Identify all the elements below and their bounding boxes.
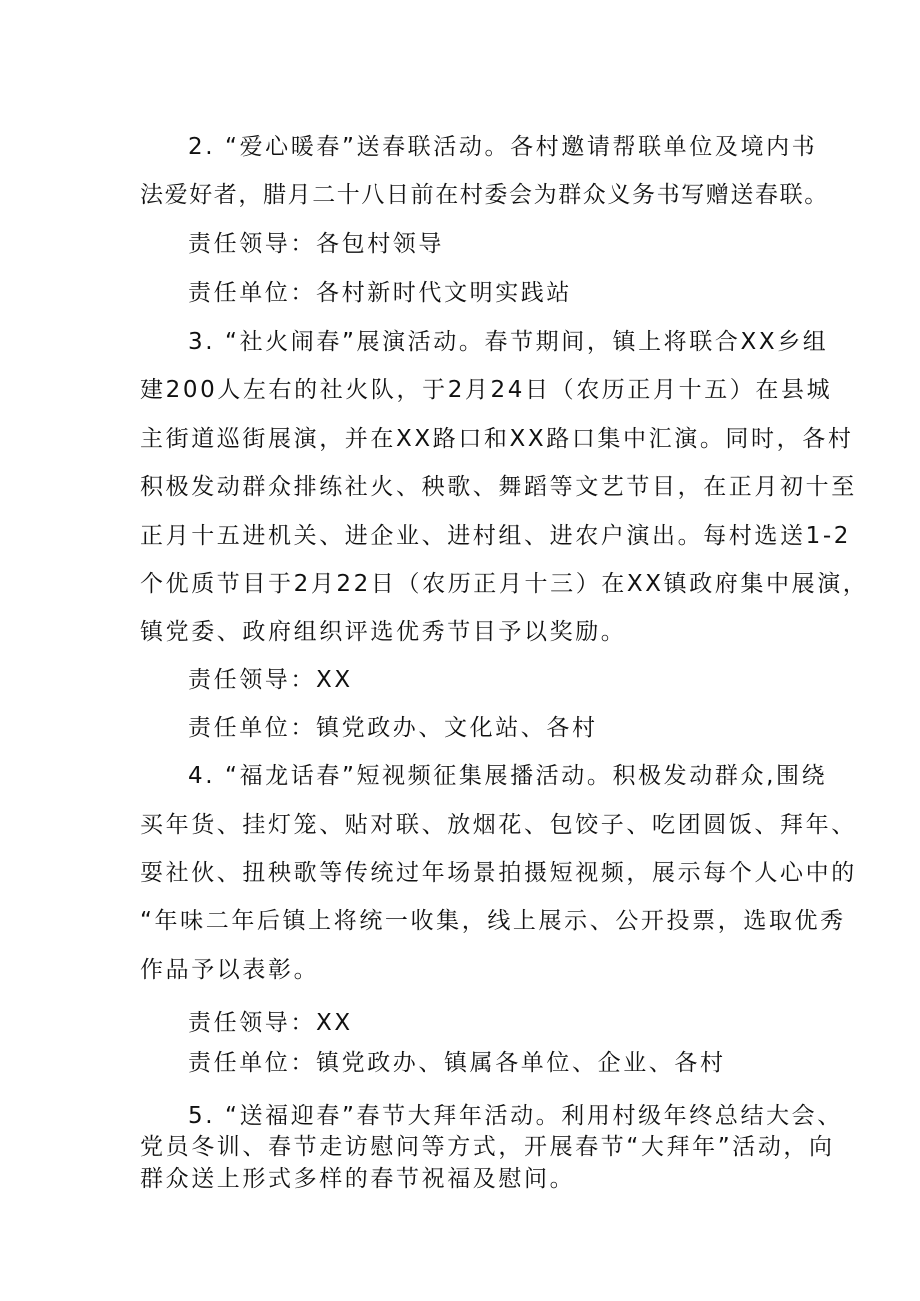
- item-4-body-line: 耍社伙、扭秧歌等传统过年场景拍摄短视频，展示每个人心中的: [140, 860, 857, 886]
- item-3-body-line: 镇党委、政府组织评选优秀节目予以奖励。: [140, 619, 627, 645]
- item-3-body-line: 建200人左右的社火队，于2月24日（农历正月十五）在县城: [140, 377, 833, 403]
- item-3-body-line: 积极发动群众排练社火、秧歌、舞蹈等文艺节目，在正月初十至: [140, 474, 857, 500]
- item-3-responsible-leader: 责任领导：XX: [188, 667, 353, 693]
- item-4-heading: 4. “福龙话春”短视频征集展播活动。积极发动群众,围绕: [188, 763, 828, 789]
- item-4-body-line: 买年货、挂灯笼、贴对联、放烟花、包饺子、吃团圆饭、拜年、: [140, 812, 857, 838]
- item-2-body-line: 法爱好者，腊月二十八日前在村委会为群众义务书写赠送春联。: [140, 182, 829, 208]
- item-4-responsible-unit: 责任单位：镇党政办、镇属各单位、企业、各村: [188, 1050, 726, 1076]
- item-5-heading: 5. “送福迎春”春节大拜年活动。利用村级年终总结大会、: [188, 1103, 843, 1129]
- item-5-body-line: 群众送上形式多样的春节祝福及慰问。: [140, 1166, 576, 1192]
- item-3-body-line: 个优质节目于2月22日（农历正月十三）在XX镇政府集中展演，: [140, 571, 869, 597]
- item-2-responsible-unit: 责任单位：各村新时代文明实践站: [188, 280, 572, 306]
- item-3-heading: 3. “社火闹春”展演活动。春节期间，镇上将联合XX乡组: [188, 329, 829, 355]
- item-5-body-line: 党员冬训、春节走访慰问等方式，开展春节“大拜年”活动，向: [140, 1134, 835, 1160]
- item-2-heading: 2. “爱心暖春”送春联活动。各村邀请帮联单位及境内书: [188, 134, 818, 160]
- item-4-responsible-leader: 责任领导：XX: [188, 1010, 353, 1036]
- item-3-body-line: 正月十五进机关、进企业、进村组、进农户演出。每村选送1-2: [140, 523, 851, 549]
- item-3-responsible-unit: 责任单位：镇党政办、文化站、各村: [188, 715, 598, 741]
- item-3-body-line: 主街道巡街展演，并在XX路口和XX路口集中汇演。同时，各村: [140, 426, 854, 452]
- item-4-body-line: “年味二年后镇上将统一收集，线上展示、公开投票，选取优秀: [140, 908, 846, 934]
- item-2-responsible-leader: 责任领导：各包村领导: [188, 231, 444, 257]
- item-4-body-line: 作品予以表彰。: [140, 957, 320, 983]
